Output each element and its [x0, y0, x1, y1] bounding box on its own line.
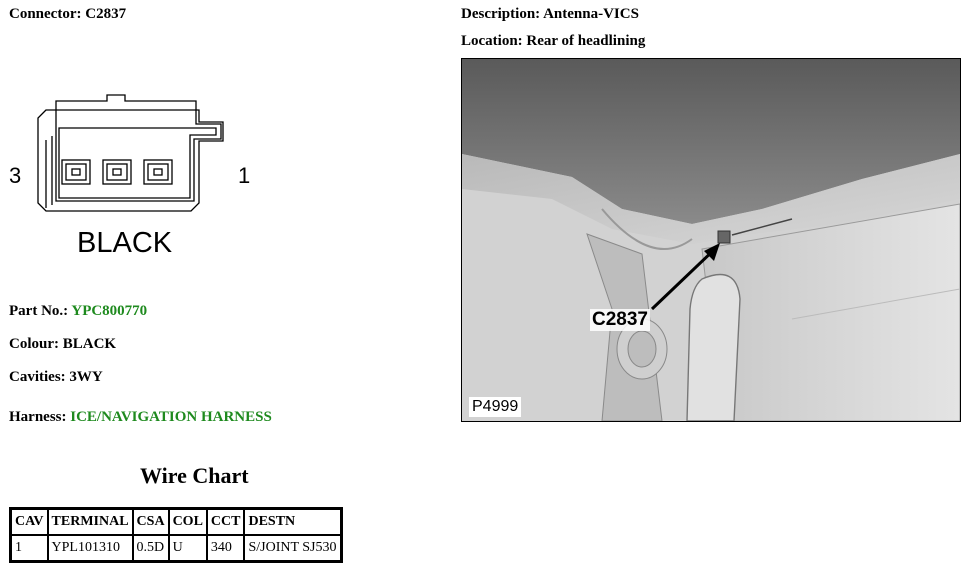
pin-label-right: 1: [238, 163, 251, 188]
description-heading: [461, 6, 639, 23]
header-csa: CSA: [133, 509, 169, 536]
cell-cav: 1: [11, 535, 48, 562]
colour-value: BLACK: [62, 336, 117, 352]
pin-label-left: 3: [9, 163, 22, 188]
connector-value: C2837: [85, 6, 127, 22]
cell-destn: S/JOINT SJ530: [244, 535, 341, 562]
header-terminal: TERMINAL: [48, 509, 133, 536]
location-photo: [461, 58, 961, 422]
harness-link[interactable]: ICE/NAVIGATION HARNESS: [70, 409, 272, 425]
cavities-value: 3WY: [69, 369, 103, 385]
connector-label: Connector:: [9, 6, 82, 22]
harness-row: [9, 409, 272, 426]
table-row: [11, 535, 342, 562]
header-cav: CAV: [11, 509, 48, 536]
connector-diagram: [0, 88, 260, 263]
wire-chart-header-row: [11, 509, 342, 536]
cell-cct: 340: [207, 535, 245, 562]
part-label: Part No.:: [9, 303, 69, 319]
wire-chart-title: Wire Chart: [140, 463, 249, 488]
header-col: COL: [169, 509, 207, 536]
description-value: Antenna-VICS: [543, 6, 639, 22]
description-label: Description:: [461, 6, 541, 22]
part-number-link[interactable]: YPC800770: [71, 303, 148, 319]
connector-heading: [9, 6, 126, 23]
cavities-row: [9, 369, 103, 386]
cavities-label: Cavities:: [9, 369, 66, 385]
location-heading: [461, 33, 645, 50]
part-number: [9, 303, 147, 320]
cell-csa: 0.5D: [133, 535, 169, 562]
cell-col: U: [169, 535, 207, 562]
harness-label: Harness:: [9, 409, 67, 425]
cell-terminal: YPL101310: [48, 535, 133, 562]
colour-label: Colour:: [9, 336, 59, 352]
wire-chart-table: [9, 507, 343, 563]
header-cct: CCT: [207, 509, 245, 536]
header-destn: DESTN: [244, 509, 341, 536]
headlining-illustration: [462, 59, 960, 421]
location-value: Rear of headlining: [526, 33, 646, 49]
connector-callout: C2837: [592, 309, 648, 330]
photo-reference: P4999: [469, 397, 521, 417]
connector-colour-text: BLACK: [77, 227, 173, 259]
colour-row: [9, 336, 116, 353]
location-label: Location:: [461, 33, 523, 49]
